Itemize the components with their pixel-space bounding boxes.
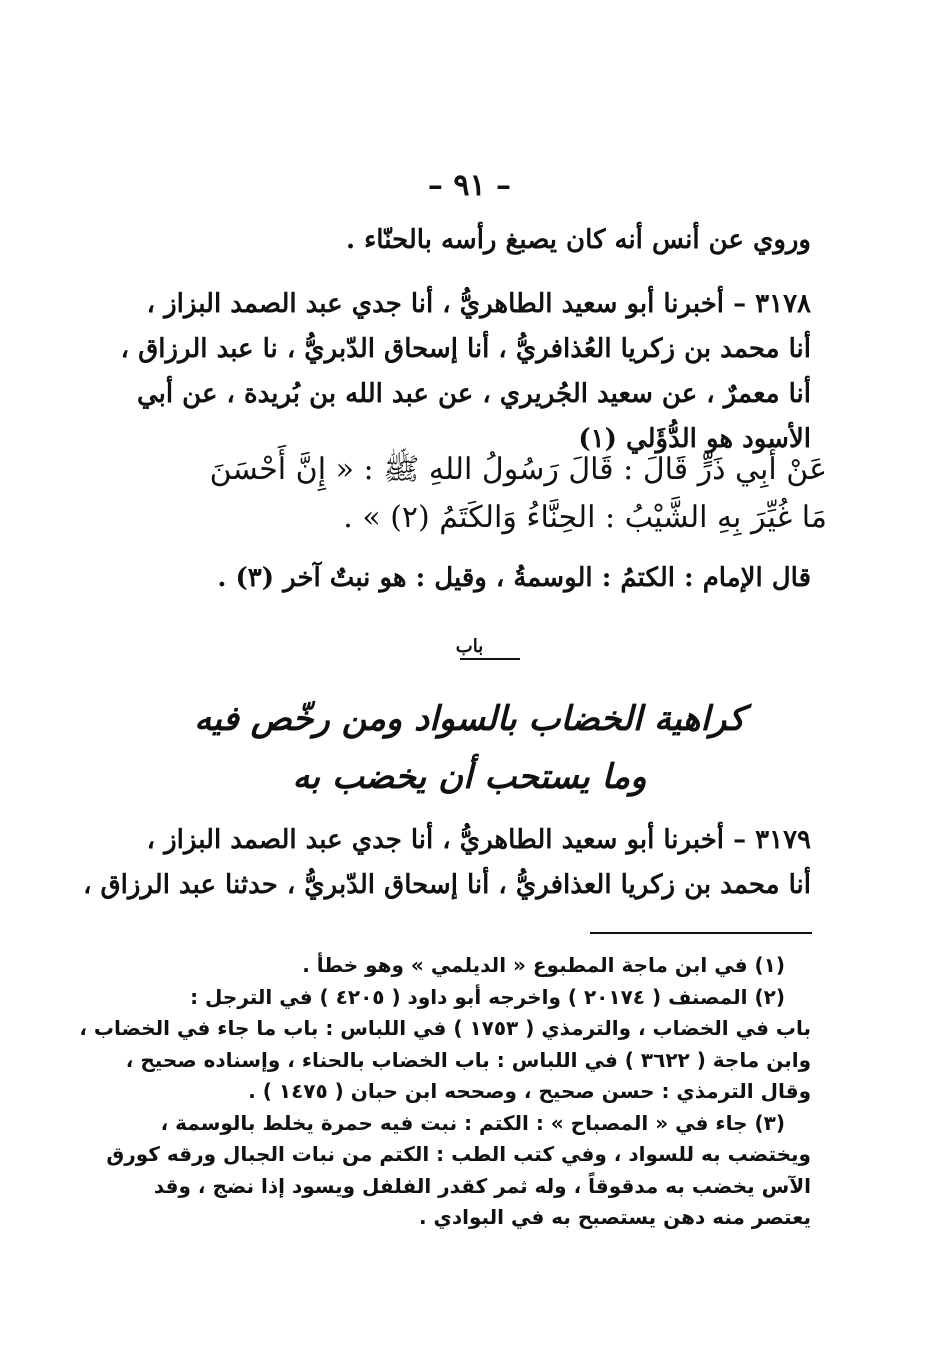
footnote-line: الآس يخضب به مدقوقاً ، وله ثمر كقدر الفلفل ويسود إذا نضج ، وقد	[153, 1173, 811, 1198]
footnote-3	[106, 1108, 811, 1234]
bab-divider	[460, 658, 520, 660]
text-line: أنا محمد بن زكريا العذافريُّ ، أنا إسحاق الدّبريُّ ، حدثنا عبد الرزاق ،	[83, 870, 811, 900]
footnote-line: وابن ماجة ( ٣٦٢٢ ) في اللباس : باب الخضاب بالحناء ، وإسناده صحيح ،	[125, 1047, 811, 1072]
text-line: ٣١٧٨ – أخبرنا أبو سعيد الطاهريُّ ، أنا جدي عبد الصمد البزاز ،	[146, 289, 811, 319]
bab-label: باب	[455, 636, 484, 657]
text-line: عَنْ أَبِي ذَرٍّ قَالَ : قَالَ رَسُولُ اللهِ ﷺ : « إِنَّ أَحْسَنَ	[209, 452, 827, 487]
imam-commentary	[121, 556, 811, 601]
text-line: أنا معمرٌ ، عن سعيد الجُريري ، عن عبد الله بن بُريدة ، عن أبي	[136, 379, 811, 409]
text-line: مَا غُيِّرَ بِهِ الشَّيْبُ : الحِنَّاءُ وَالكَتَمُ (٢) » .	[343, 500, 827, 535]
text-line: ٣١٧٩ – أخبرنا أبو سعيد الطاهريُّ ، أنا جدي عبد الصمد البزاز ،	[146, 825, 811, 855]
text-line: قال الإمام : الكتمُ : الوسمةُ ، وقيل : هو نبتٌ آخر (٣) .	[217, 563, 811, 593]
hadith-3178-isnad	[121, 282, 811, 462]
footnote-line: (٣) جاء في « المصباح » : الكتم : نبت فيه حمرة يخلط بالوسمة ،	[160, 1110, 785, 1135]
hadith-3179-isnad	[83, 818, 811, 908]
text-line: وروي عن أنس أنه كان يصبغ رأسه بالحنّاء .	[345, 225, 811, 255]
footnote-line: (٢) المصنف ( ٢٠١٧٤ ) واخرجه أبو داود ( ٤٢٠٥ ) في الترجل :	[190, 984, 785, 1009]
chapter-title-line: وما يستحب أن يخضب به	[292, 757, 647, 797]
footnote-divider	[590, 932, 812, 934]
footnotes	[79, 950, 811, 1234]
footnote-line: وقال الترمذي : حسن صحيح ، وصححه ابن حبان ( ١٤٧٥ ) .	[248, 1079, 811, 1103]
footnote-2	[79, 982, 811, 1108]
page-number: – ٩١ –	[427, 168, 512, 203]
chapter-title	[0, 690, 939, 806]
footnote-line: (١) في ابن ماجة المطبوع « الديلمي » وهو خطأ .	[302, 953, 785, 977]
text-line: أنا محمد بن زكريا العُذافريُّ ، أنا إسحاق الدّبريُّ ، نا عبد الرزاق ،	[120, 334, 811, 364]
text-line: الأسود هو الدُّؤَلي (١)	[578, 424, 811, 454]
footnote-line: يعتصر منه دهن يستصبح به في البوادي .	[418, 1205, 811, 1229]
chapter-title-line: كراهية الخضاب بالسواد ومن رخّص فيه	[194, 699, 745, 739]
footnote-line: ويختضب به للسواد ، وفي كتب الطب : الكتم من نبات الجبال ورقه كورق	[106, 1142, 811, 1166]
footnote-1	[121, 950, 811, 982]
opening-paragraph	[121, 218, 811, 263]
footnote-line: باب في الخضاب ، والترمذي ( ١٧٥٣ ) في اللباس : باب ما جاء في الخضاب ،	[79, 1016, 811, 1040]
hadith-3178-matn	[107, 446, 827, 542]
